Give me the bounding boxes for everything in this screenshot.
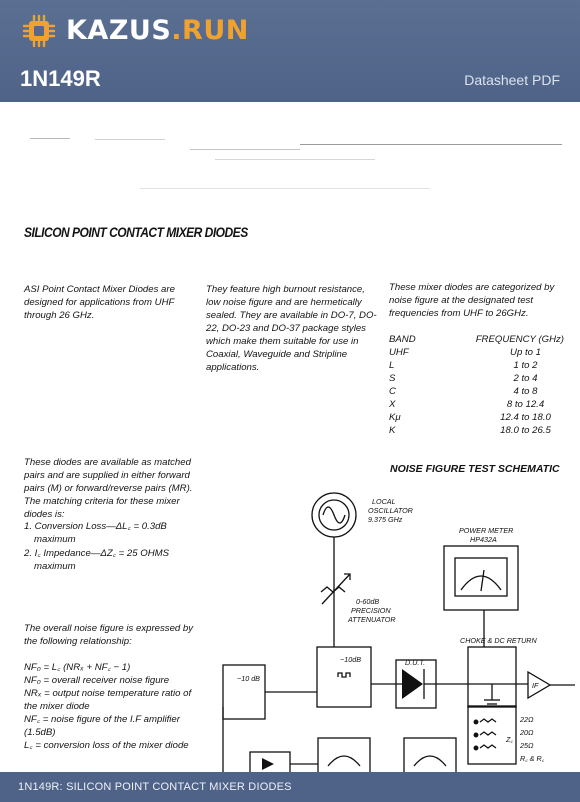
freq-cell: 8 to 12.4 — [506, 399, 545, 410]
band-cell: Kμ — [389, 412, 401, 423]
label-attenuator: ATTENUATOR — [348, 615, 396, 624]
variable-arrow — [322, 574, 350, 604]
label-local: LOCAL — [372, 497, 396, 506]
site-header — [0, 0, 580, 102]
freq-cell: 4 to 8 — [513, 386, 538, 397]
label-precision: PRECISION — [351, 606, 391, 615]
brand-accent: .RUN — [171, 15, 249, 46]
schematic-title: NOISE FIGURE TEST SCHEMATIC — [390, 463, 560, 475]
label-power-meter-model: HP432A — [470, 535, 497, 544]
noise-figure-schematic — [0, 102, 580, 772]
formula-line: L꜀ = conversion loss of the mixer diode — [24, 740, 189, 751]
matched-pairs-text: These diodes are available as matched pairs and are supplied in either forward pairs (M) or forward/reverse pairs (MR). The matching criteria for these mixer diodes is: — [24, 457, 193, 520]
label-oscillator: OSCILLATOR — [368, 506, 413, 515]
label-zif: Z꜀ — [506, 735, 513, 744]
band-cell: K — [389, 425, 396, 436]
label-choke: CHOKE & DC RETURN — [460, 636, 537, 645]
formula-line: NF꜀ = noise figure of the I.F amplifier (1.5dB) — [24, 714, 180, 738]
label-r2: 20Ω — [520, 728, 534, 737]
chip-icon — [22, 14, 56, 48]
page-footer — [0, 772, 580, 802]
formula-line: NRₓ = output noise temperature ratio of the mixer diode — [24, 688, 192, 712]
col2-intro: They feature high burnout resistance, low noise figure and are hermetically sealed. They are available in DO-7, DO-22, DO-23 and DO-37 package styles which make them suitable for use in Coaxial, Waveguide and Stripline applications. — [206, 284, 377, 373]
freq-cell: 12.4 to 18.0 — [500, 412, 551, 423]
brand-name — [66, 14, 249, 48]
formula-line: NF₀ = overall receiver noise figure — [24, 675, 170, 686]
datasheet-pdf-link[interactable]: Datasheet PDF — [464, 72, 560, 88]
label-minus10db-left: −10 dB — [237, 674, 260, 683]
band-cell: C — [389, 386, 396, 397]
freq-cell: 18.0 to 26.5 — [500, 425, 551, 436]
formula-line: NF₀ = L꜀ (NRₓ + NF꜀ − 1) — [24, 662, 131, 673]
criteria-if-impedance: 2. I꜀ Impedance—ΔZ꜀ = 25 OHMS maximum — [24, 548, 170, 572]
freq-cell: 2 to 4 — [513, 373, 538, 384]
label-minus10db: −10dB — [340, 655, 361, 664]
label-osc-frequency: 9.375 GHz — [368, 515, 403, 524]
label-r3: 25Ω — [520, 741, 534, 750]
label-rl: R꜀ & R꜀ — [520, 754, 545, 763]
label-attenuator-range: 0-60dB — [356, 597, 380, 606]
band-header: BAND — [389, 334, 416, 345]
label-power-meter: POWER METER — [459, 526, 514, 535]
label-dut: D.U.T. — [405, 658, 426, 667]
freq-cell: Up to 1 — [510, 347, 541, 358]
brand-main: KAZUS — [66, 15, 172, 46]
band-cell: UHF — [389, 347, 409, 358]
criteria-conversion-loss: 1. Conversion Loss—ΔL꜀ = 0.3dB maximum — [24, 521, 167, 545]
site-logo[interactable] — [22, 14, 249, 48]
footer-caption: 1N149R: SILICON POINT CONTACT MIXER DIODES — [18, 781, 292, 793]
band-cell: X — [389, 399, 396, 410]
document-title: SILICON POINT CONTACT MIXER DIODES — [24, 224, 248, 240]
col1-intro: ASI Point Contact Mixer Diodes are designed for applications from UHF through 26 GHz. — [24, 284, 175, 321]
frequency-header: FREQUENCY (GHz) — [475, 334, 564, 345]
label-r1: 22Ω — [520, 715, 534, 724]
band-cell: L — [389, 360, 395, 371]
col3-intro: These mixer diodes are categorized by noise figure at the designated test frequencies from UHF to 26GHz. — [389, 282, 555, 319]
freq-cell: 1 to 2 — [513, 360, 538, 371]
noise-relation-intro: The overall noise figure is expressed by the following relationship: — [24, 623, 194, 647]
part-number-title: 1N149R — [20, 66, 101, 91]
label-if: IF — [532, 681, 539, 690]
band-cell: S — [389, 373, 396, 384]
datasheet-page — [0, 102, 580, 772]
